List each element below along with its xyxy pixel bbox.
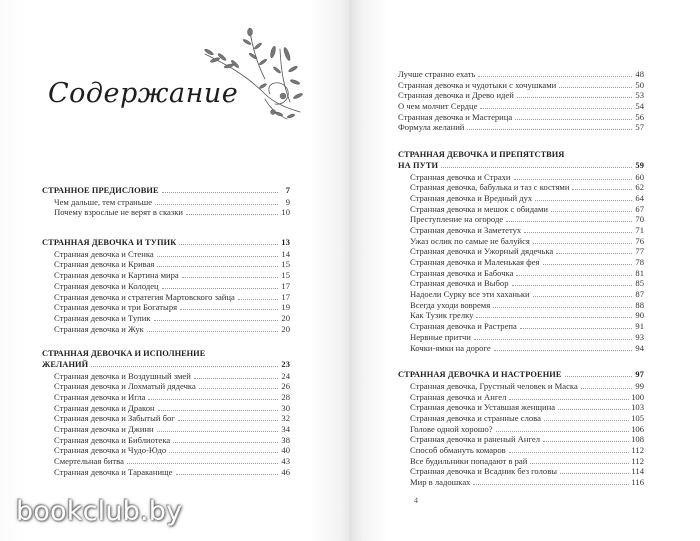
entry-page: 38 (281, 434, 290, 445)
dot-leader (581, 388, 632, 389)
dot-leader (162, 288, 278, 289)
dot-leader (535, 200, 632, 201)
dot-leader (157, 266, 278, 267)
toc-entry[interactable] (398, 434, 644, 445)
dot-leader (509, 399, 629, 400)
entry-title: Все будильники попадают в рай (410, 455, 528, 466)
toc-entry[interactable] (42, 313, 290, 324)
toc-entry[interactable] (398, 300, 644, 311)
dot-leader (572, 189, 632, 190)
entry-page: 71 (635, 224, 644, 235)
entry-page: 19 (281, 302, 290, 313)
section-title: СТРАННАЯ ДЕВОЧКА И НАСТРОЕНИЕ (398, 370, 562, 380)
entry-page: 20 (281, 323, 290, 334)
entry-title: Странная девочка и Вредный дух (410, 192, 533, 203)
entry-title: Странная девочка и Тупик (54, 312, 151, 323)
section-title-line: СТРАННАЯ ДЕВОЧКА И ИСПОЛНЕНИЕ (42, 349, 206, 359)
dot-leader (182, 277, 278, 278)
entry-page: 77 (635, 246, 644, 257)
entry-title: Нервные притчи (410, 331, 471, 342)
toc-entry[interactable] (42, 467, 290, 478)
entry-page: 15 (281, 270, 290, 281)
toc-entry[interactable] (42, 371, 290, 382)
entry-title: Странная девочка и Ангел (410, 391, 507, 402)
toc-entry[interactable] (398, 343, 644, 354)
entry-page: 112 (631, 445, 644, 455)
entry-page: 9 (285, 196, 290, 207)
entry-title: Странная девочка и Всадник без головы (410, 466, 558, 477)
dot-leader (533, 243, 632, 244)
dot-leader (467, 129, 632, 130)
dot-leader (520, 328, 632, 329)
entry-title: Странная девочка и Древо идей (398, 90, 514, 101)
entry-title: Странная девочка и Лохматый дядечка (54, 381, 196, 392)
dot-leader (173, 442, 278, 443)
dot-leader (517, 97, 632, 98)
entry-title: Странная девочка и мешок с обидами (410, 203, 548, 214)
toc-entry[interactable] (42, 392, 290, 403)
entry-page: 85 (635, 278, 644, 289)
toc-entry[interactable] (42, 302, 290, 313)
toc-entry[interactable] (42, 207, 290, 218)
toc-section-heading[interactable] (398, 161, 644, 172)
dot-leader (514, 179, 632, 180)
dot-leader (157, 431, 278, 432)
entry-title: Странная девочка и Мастерица (398, 111, 513, 122)
entry-page: 67 (635, 203, 644, 214)
floral-ornament-icon (195, 24, 315, 124)
section-page: 59 (635, 160, 644, 170)
entry-title: Странная девочка и странные слова (410, 412, 541, 423)
dot-leader (473, 484, 629, 485)
dot-leader (158, 410, 278, 411)
dot-leader (194, 378, 278, 379)
dot-leader (169, 452, 278, 453)
entry-title: Странная девочка и Страхи (410, 171, 511, 182)
toc-entry[interactable] (398, 122, 644, 133)
entry-page: 64 (635, 192, 644, 203)
toc-entry[interactable] (42, 424, 290, 435)
entry-page: 94 (635, 342, 644, 353)
entry-page: 100 (631, 391, 644, 402)
section-title: СТРАННАЯ ДЕВОЧКА И ТУПИК (42, 238, 177, 248)
entry-title: Странная девочка и стратегия Мартовского зайца (54, 291, 235, 302)
toc-entry[interactable] (398, 381, 644, 392)
toc-right-column (398, 69, 644, 501)
entry-title: Кочки-ямки на дороге (410, 342, 491, 353)
toc-entry[interactable] (42, 435, 290, 446)
entry-page: 57 (635, 122, 644, 133)
dot-leader (506, 221, 632, 222)
toc-entry[interactable] (398, 214, 644, 225)
dot-leader (474, 339, 632, 340)
entry-title: Формула желаний (398, 122, 465, 133)
dot-leader (155, 204, 278, 205)
entry-page: 53 (635, 90, 644, 101)
dot-leader (178, 420, 278, 421)
dot-leader (162, 192, 278, 193)
dot-leader (478, 76, 632, 77)
entry-title: Странная девочка и Бабочка (410, 267, 514, 278)
entry-title: Странная девочка и Забытый бог (54, 413, 175, 424)
entry-title: Странная девочка и Воздушный змей (54, 370, 191, 381)
entry-title: Странная девочка и Дракон (54, 402, 155, 413)
section-page: 23 (281, 359, 290, 369)
dot-leader (524, 232, 632, 233)
dot-leader (512, 285, 632, 286)
entry-page: 81 (635, 267, 644, 278)
section-page: 97 (635, 370, 644, 380)
section-title: СТРАННОЕ ПРЕДИСЛОВИЕ (42, 186, 159, 195)
entry-page: 105 (631, 412, 644, 423)
entry-page: 114 (631, 466, 644, 477)
entry-title: Странная девочка и Чудо-Юдо (54, 445, 167, 456)
entry-title: Странная девочка и чудотыки с хочушками (398, 79, 557, 90)
toc-entry[interactable] (398, 268, 644, 279)
entry-title: Ужаз ослик по самые не балуйся (410, 235, 530, 246)
section-page: 7 (285, 186, 290, 195)
dot-leader (533, 296, 632, 297)
toc-entry[interactable] (398, 310, 644, 321)
entry-page: 54 (635, 101, 644, 112)
entry-page: 62 (635, 182, 644, 193)
entry-page: 116 (631, 477, 644, 488)
toc-entry[interactable] (42, 292, 290, 303)
entry-page: 76 (635, 235, 644, 246)
toc-entry[interactable] (42, 456, 290, 467)
toc-title: Содержание (48, 78, 239, 109)
entry-page: 14 (281, 248, 290, 259)
entry-page: 30 (281, 402, 290, 413)
toc-section-heading[interactable] (42, 238, 290, 249)
entry-page: 43 (281, 456, 290, 467)
toc-entry[interactable] (398, 402, 644, 413)
entry-page: 48 (635, 69, 644, 79)
dot-leader (186, 214, 278, 215)
entry-page: 91 (635, 321, 644, 332)
entry-title: Преступление на огороде (410, 214, 504, 225)
entry-page: 34 (281, 424, 290, 435)
entry-title: Странная девочка и Тараканище (54, 466, 173, 477)
toc-entry[interactable] (398, 204, 644, 215)
toc-entry[interactable] (42, 413, 290, 424)
entry-title: Чем дальше, тем страньше (54, 196, 153, 207)
entry-title: Странная девочка и Картина мира (54, 270, 179, 281)
entry-page: 108 (631, 434, 644, 445)
entry-title: Странная девочка и Джинн (54, 424, 154, 435)
dot-leader (180, 309, 278, 310)
dot-leader (494, 350, 632, 351)
dot-leader (559, 87, 632, 88)
toc-entry[interactable] (398, 101, 644, 112)
toc-entry[interactable] (398, 477, 644, 488)
entry-page: 93 (635, 331, 644, 342)
section-page: 13 (281, 238, 290, 248)
toc-entry[interactable] (398, 236, 644, 247)
entry-title: Голове одной хорошо? (410, 423, 493, 434)
toc-entry[interactable] (398, 321, 644, 332)
dot-leader (147, 331, 278, 332)
watermark: bookclub.by (16, 496, 183, 527)
entry-page: 112 (631, 455, 644, 466)
entry-title: Лучше странно ехать (398, 69, 476, 79)
dot-leader (154, 320, 278, 321)
dot-leader (476, 317, 632, 318)
entry-page: 56 (635, 111, 644, 122)
entry-page: 24 (281, 370, 290, 381)
entry-title: Странная девочка, Грустный человек и Маска (410, 380, 578, 391)
dot-leader (543, 441, 629, 442)
dot-leader (530, 463, 629, 464)
toc-entry[interactable] (398, 278, 644, 289)
dot-leader (493, 307, 632, 308)
entry-title: Способ обмануть комаров (410, 445, 506, 455)
toc-section (398, 150, 644, 353)
toc-section-heading[interactable] (398, 370, 644, 381)
entry-page: 87 (635, 289, 644, 300)
toc-entry[interactable] (398, 182, 644, 193)
dot-leader (515, 119, 632, 120)
toc-section (42, 238, 290, 334)
dot-leader (176, 474, 279, 475)
toc-entry[interactable] (42, 445, 290, 456)
toc-entry[interactable] (398, 225, 644, 236)
entry-page: 46 (281, 466, 290, 477)
dot-leader (127, 463, 278, 464)
toc-entry[interactable] (398, 80, 644, 91)
entry-title: Смертельная битва (54, 456, 124, 467)
entry-title: Мир в ладошках (410, 477, 471, 488)
entry-title: Странная девочка и Растрепа (410, 321, 517, 332)
entry-title: Странная девочка и Кривая (54, 259, 155, 270)
entry-page: 90 (635, 310, 644, 321)
entry-page: 88 (635, 299, 644, 310)
entry-page: 40 (281, 445, 290, 456)
entry-title: Странная девочка и Уставшая женщина (410, 402, 556, 413)
entry-page: 15 (281, 259, 290, 270)
section-title-line: СТРАННАЯ ДЕВОЧКА И ПРЕПЯТСТВИЯ (398, 150, 565, 160)
toc-entry[interactable] (398, 172, 644, 183)
dot-leader (148, 399, 278, 400)
toc-entry[interactable] (398, 466, 644, 477)
toc-entry[interactable] (42, 324, 290, 335)
toc-entry[interactable] (398, 193, 644, 204)
dot-leader (543, 264, 633, 265)
toc-entry[interactable] (42, 381, 290, 392)
section-title: ЖЕЛАНИЙ (42, 359, 89, 369)
toc-entry[interactable] (398, 413, 644, 424)
entry-page: 78 (635, 257, 644, 267)
entry-page: 17 (281, 280, 290, 291)
toc-section (42, 349, 290, 477)
toc-entry[interactable] (398, 257, 644, 268)
entry-page: 26 (281, 381, 290, 392)
entry-page: 99 (635, 380, 644, 391)
page-number: 4 (414, 496, 418, 505)
toc-entry[interactable] (42, 403, 290, 414)
entry-page: 106 (631, 423, 644, 434)
dot-leader (199, 388, 278, 389)
dot-leader (157, 256, 278, 257)
toc-entry[interactable] (398, 112, 644, 123)
entry-title: Странная девочка и три Богатыря (54, 302, 178, 313)
toc-left-column (42, 186, 290, 491)
toc-entry[interactable] (398, 90, 644, 101)
toc-section (42, 186, 290, 218)
toc-entry[interactable] (398, 424, 644, 435)
dot-leader (480, 108, 632, 109)
entry-page: 10 (281, 207, 290, 218)
dot-leader (558, 409, 629, 410)
entry-title: Странная девочка и Библиотека (54, 434, 171, 445)
entry-page: 60 (635, 171, 644, 182)
dot-leader (496, 431, 630, 432)
entry-title: Странная девочка и Жук (54, 323, 144, 334)
entry-page: 17 (281, 291, 290, 302)
entry-page: 103 (631, 402, 644, 413)
toc-entry[interactable] (398, 456, 644, 467)
entry-title: Странная девочка и Ужорный дядечька (410, 246, 554, 257)
entry-title: Странная девочка и раненый Ангел (410, 434, 541, 445)
entry-title: Странная девочка, бабулька и таз с костями (410, 182, 570, 193)
entry-page: 20 (281, 312, 290, 323)
entry-title: Как Тузик грелку (410, 310, 474, 321)
toc-section (398, 370, 644, 488)
entry-title: Всегда уходи вовремя (410, 299, 491, 310)
dot-leader (560, 473, 629, 474)
dot-leader (509, 452, 630, 453)
toc-entry[interactable] (42, 249, 290, 260)
dot-leader (91, 366, 278, 367)
toc-entry[interactable] (398, 69, 644, 80)
entry-title: Странная девочка и Игла (54, 392, 146, 402)
toc-entry[interactable] (42, 270, 290, 281)
toc-entry[interactable] (398, 332, 644, 343)
dot-leader (544, 420, 629, 421)
dot-leader (441, 167, 632, 168)
toc-entry[interactable] (398, 445, 644, 456)
toc-continued (398, 69, 644, 133)
dot-leader (179, 244, 278, 245)
entry-title: Надоели Сурку все эти хаханьки (410, 289, 530, 300)
dot-leader (516, 275, 632, 276)
entry-title: Странная девочка и Замететух (410, 224, 522, 235)
dot-leader (556, 253, 632, 254)
entry-title: Странная девочка и Стенка (54, 248, 154, 259)
toc-entry[interactable] (398, 289, 644, 300)
dot-leader (551, 211, 632, 212)
entry-title: Почему взрослые не верят в сказки (54, 207, 183, 218)
toc-section-heading[interactable] (42, 360, 290, 371)
entry-page: 50 (635, 79, 644, 90)
toc-entry[interactable] (42, 259, 290, 270)
toc-entry[interactable] (42, 197, 290, 208)
entry-page: 70 (635, 214, 644, 225)
toc-entry[interactable] (398, 246, 644, 257)
dot-leader (565, 376, 632, 377)
toc-entry[interactable] (42, 281, 290, 292)
section-title: НА ПУТИ (398, 160, 439, 170)
toc-entry[interactable] (398, 392, 644, 403)
entry-title: Странная девочка и Колодец (54, 280, 159, 291)
entry-title: О чем молчит Сердце (398, 101, 478, 112)
toc-section-heading[interactable] (42, 186, 290, 197)
entry-title: Странная девочка и Маленькая фея (410, 257, 540, 267)
entry-page: 32 (281, 413, 290, 424)
entry-page: 28 (281, 392, 290, 402)
dot-leader (238, 299, 278, 300)
entry-title: Странная девочка и Выбор (410, 278, 509, 289)
